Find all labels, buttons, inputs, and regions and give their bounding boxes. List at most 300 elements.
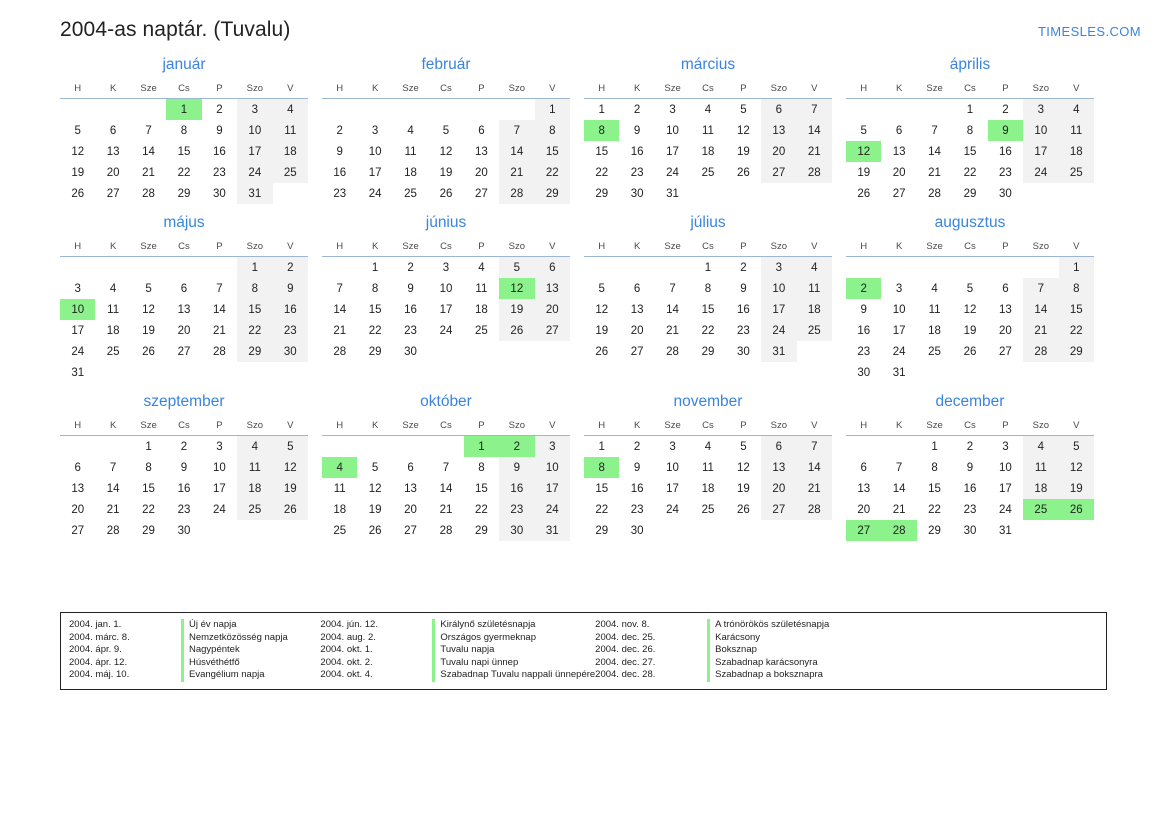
day-cell[interactable]: 17 [666,482,679,495]
day-cell[interactable]: 24 [1023,162,1058,183]
day-cell[interactable]: 5 [371,461,379,474]
day-cell[interactable]: 27 [761,162,796,183]
day-cell[interactable]: 29 [475,524,488,537]
day-cell[interactable]: 21 [439,503,453,516]
day-cell[interactable]: 25 [1059,162,1094,183]
day-cell[interactable]: 24 [999,503,1012,516]
day-cell[interactable]: 8 [371,282,379,295]
day-cell[interactable]: 11 [404,145,417,158]
day-cell[interactable]: 25 [237,499,272,520]
day-cell[interactable]: 29 [963,187,977,200]
day-cell[interactable]: 30 [213,187,226,200]
day-cell[interactable]: 21 [892,503,906,516]
day-cell[interactable]: 15 [595,482,609,495]
day-cell[interactable]: 30 [177,524,191,537]
day-cell[interactable]: 16 [737,303,750,316]
day-cell[interactable]: 25 [797,320,832,341]
day-cell[interactable]: 3 [442,261,450,274]
day-cell[interactable]: 10 [213,461,226,474]
day-cell[interactable]: 18 [273,141,308,162]
day-cell[interactable]: 12 [737,461,750,474]
day-cell[interactable]: 30 [737,345,750,358]
day-cell[interactable]: 24 [666,503,679,516]
day-cell[interactable]: 3 [237,99,272,121]
day-cell[interactable]: 17 [761,299,796,320]
day-cell[interactable]: 21 [499,162,534,183]
day-cell[interactable]: 4 [1023,436,1058,458]
day-cell[interactable]: 7 [145,124,152,137]
day-cell[interactable]: 18 [237,478,272,499]
day-cell[interactable]: 14 [892,482,906,495]
day-cell[interactable]: 1 [145,440,152,453]
day-cell[interactable]: 13 [999,303,1012,316]
day-cell[interactable]: 19 [595,324,609,337]
day-cell[interactable]: 27 [999,345,1012,358]
day-cell[interactable]: 7 [216,282,223,295]
day-cell[interactable]: 11 [107,303,120,316]
day-cell[interactable]: 23 [404,324,417,337]
day-cell[interactable]: 20 [404,503,417,516]
day-cell-holiday[interactable]: 4 [322,457,357,478]
day-cell[interactable]: 29 [595,524,609,537]
day-cell[interactable]: 29 [535,183,570,204]
day-cell[interactable]: 26 [368,524,382,537]
day-cell[interactable]: 10 [666,124,679,137]
day-cell[interactable]: 8 [1059,278,1094,299]
day-cell[interactable]: 7 [336,282,343,295]
day-cell[interactable]: 3 [535,436,570,458]
day-cell[interactable]: 13 [892,145,906,158]
day-cell[interactable]: 16 [333,166,347,179]
day-cell[interactable]: 18 [701,145,715,158]
day-cell[interactable]: 1 [1059,257,1094,279]
day-cell[interactable]: 13 [761,120,796,141]
day-cell-holiday[interactable]: 27 [846,520,881,541]
day-cell[interactable]: 20 [999,324,1012,337]
day-cell[interactable]: 15 [595,145,609,158]
day-cell[interactable]: 10 [535,457,570,478]
day-cell[interactable]: 26 [499,320,534,341]
day-cell[interactable]: 31 [71,366,85,379]
day-cell[interactable]: 4 [931,282,938,295]
day-cell[interactable]: 22 [595,503,609,516]
day-cell[interactable]: 8 [931,461,938,474]
day-cell[interactable]: 16 [963,482,977,495]
day-cell[interactable]: 28 [928,187,941,200]
day-cell[interactable]: 5 [442,124,450,137]
day-cell[interactable]: 13 [535,278,570,299]
day-cell[interactable]: 30 [630,187,644,200]
day-cell[interactable]: 5 [499,257,534,279]
day-cell[interactable]: 2 [336,124,343,137]
day-cell[interactable]: 15 [475,482,488,495]
day-cell[interactable]: 9 [633,124,641,137]
day-cell-holiday[interactable]: 10 [60,299,95,320]
day-cell-holiday[interactable]: 2 [846,278,881,299]
day-cell-holiday[interactable]: 26 [1059,499,1094,520]
day-cell[interactable]: 6 [633,282,641,295]
day-cell[interactable]: 11 [333,482,346,495]
day-cell[interactable]: 19 [499,299,534,320]
day-cell-holiday[interactable]: 8 [584,457,619,478]
day-cell[interactable]: 24 [761,320,796,341]
day-cell[interactable]: 27 [177,345,191,358]
day-cell[interactable]: 15 [368,303,382,316]
day-cell[interactable]: 13 [857,482,871,495]
day-cell[interactable]: 2 [633,103,641,116]
day-cell[interactable]: 21 [1023,320,1058,341]
day-cell[interactable]: 7 [797,99,832,121]
day-cell[interactable]: 26 [963,345,977,358]
day-cell[interactable]: 9 [966,461,974,474]
day-cell[interactable]: 20 [177,324,191,337]
day-cell[interactable]: 19 [439,166,453,179]
day-cell[interactable]: 30 [630,524,644,537]
day-cell[interactable]: 6 [109,124,117,137]
day-cell[interactable]: 2 [633,440,641,453]
day-cell[interactable]: 6 [1002,282,1009,295]
day-cell[interactable]: 16 [177,482,191,495]
day-cell[interactable]: 10 [368,145,382,158]
day-cell[interactable]: 4 [273,99,308,121]
day-cell[interactable]: 14 [797,120,832,141]
day-cell[interactable]: 26 [857,187,871,200]
day-cell[interactable]: 7 [931,124,938,137]
day-cell[interactable]: 14 [142,145,155,158]
day-cell[interactable]: 17 [368,166,382,179]
day-cell[interactable]: 4 [237,436,272,458]
day-cell[interactable]: 8 [966,124,974,137]
day-cell[interactable]: 4 [109,282,117,295]
day-cell[interactable]: 30 [273,341,308,362]
day-cell[interactable]: 16 [213,145,226,158]
day-cell[interactable]: 13 [761,457,796,478]
day-cell[interactable]: 1 [598,103,605,116]
day-cell[interactable]: 18 [404,166,417,179]
day-cell[interactable]: 24 [535,499,570,520]
day-cell[interactable]: 18 [928,324,941,337]
day-cell[interactable]: 27 [535,320,570,341]
day-cell[interactable]: 26 [71,187,85,200]
day-cell[interactable]: 10 [892,303,906,316]
day-cell[interactable]: 29 [237,341,272,362]
day-cell[interactable]: 29 [595,187,609,200]
day-cell[interactable]: 4 [1059,99,1094,121]
day-cell-holiday[interactable]: 9 [988,120,1023,141]
day-cell[interactable]: 14 [333,303,347,316]
day-cell[interactable]: 3 [669,440,676,453]
day-cell[interactable]: 11 [475,282,488,295]
day-cell[interactable]: 21 [333,324,347,337]
day-cell[interactable]: 15 [701,303,715,316]
day-cell[interactable]: 25 [273,162,308,183]
day-cell[interactable]: 1 [237,257,272,279]
day-cell[interactable]: 9 [407,282,414,295]
day-cell[interactable]: 16 [630,482,644,495]
day-cell[interactable]: 12 [273,457,308,478]
day-cell[interactable]: 28 [666,345,679,358]
day-cell[interactable]: 9 [499,457,534,478]
day-cell[interactable]: 31 [237,183,272,204]
day-cell[interactable]: 11 [702,124,714,137]
day-cell[interactable]: 15 [928,482,941,495]
day-cell[interactable]: 28 [797,499,832,520]
day-cell[interactable]: 29 [1059,341,1094,362]
day-cell[interactable]: 28 [333,345,347,358]
day-cell[interactable]: 15 [142,482,155,495]
day-cell[interactable]: 23 [630,166,644,179]
day-cell[interactable]: 13 [106,145,120,158]
day-cell[interactable]: 9 [740,282,747,295]
day-cell[interactable]: 26 [737,503,750,516]
day-cell[interactable]: 1 [598,440,605,453]
day-cell[interactable]: 12 [439,145,453,158]
day-cell[interactable]: 23 [963,503,977,516]
day-cell[interactable]: 12 [737,124,750,137]
day-cell[interactable]: 29 [368,345,382,358]
day-cell[interactable]: 4 [478,261,485,274]
day-cell[interactable]: 12 [142,303,155,316]
day-cell[interactable]: 14 [499,141,534,162]
day-cell-holiday[interactable]: 12 [499,278,534,299]
day-cell[interactable]: 7 [797,436,832,458]
day-cell[interactable]: 25 [701,503,715,516]
day-cell[interactable]: 3 [1002,440,1009,453]
day-cell[interactable]: 27 [761,499,796,520]
day-cell[interactable]: 21 [928,166,941,179]
day-cell[interactable]: 2 [407,261,414,274]
day-cell[interactable]: 1 [966,103,974,116]
day-cell[interactable]: 17 [666,145,679,158]
day-cell[interactable]: 19 [71,166,85,179]
day-cell[interactable]: 6 [180,282,188,295]
day-cell[interactable]: 28 [213,345,226,358]
day-cell[interactable]: 9 [216,124,223,137]
day-cell[interactable]: 6 [895,124,903,137]
day-cell[interactable]: 27 [892,187,906,200]
day-cell[interactable]: 17 [237,141,272,162]
day-cell[interactable]: 4 [704,103,712,116]
day-cell[interactable]: 5 [740,440,747,453]
day-cell[interactable]: 22 [928,503,941,516]
day-cell[interactable]: 14 [928,145,941,158]
day-cell[interactable]: 2 [740,261,747,274]
day-cell[interactable]: 14 [106,482,120,495]
day-cell[interactable]: 24 [71,345,85,358]
day-cell[interactable]: 10 [999,461,1012,474]
day-cell[interactable]: 5 [145,282,152,295]
day-cell[interactable]: 19 [142,324,155,337]
day-cell[interactable]: 25 [404,187,417,200]
day-cell[interactable]: 26 [595,345,609,358]
day-cell[interactable]: 15 [963,145,977,158]
day-cell[interactable]: 4 [704,440,712,453]
day-cell[interactable]: 5 [740,103,747,116]
day-cell[interactable]: 28 [106,524,120,537]
day-cell[interactable]: 21 [797,141,832,162]
day-cell[interactable]: 19 [737,145,750,158]
day-cell[interactable]: 20 [475,166,488,179]
day-cell[interactable]: 22 [177,166,191,179]
day-cell[interactable]: 23 [499,499,534,520]
day-cell[interactable]: 18 [333,503,347,516]
day-cell[interactable]: 6 [407,461,414,474]
day-cell[interactable]: 12 [368,482,382,495]
day-cell[interactable]: 20 [892,166,906,179]
day-cell[interactable]: 28 [142,187,155,200]
day-cell[interactable]: 1 [535,99,570,121]
day-cell[interactable]: 10 [761,278,796,299]
day-cell[interactable]: 23 [333,187,347,200]
day-cell[interactable]: 1 [704,261,712,274]
day-cell[interactable]: 22 [475,503,488,516]
day-cell[interactable]: 26 [439,187,453,200]
day-cell[interactable]: 23 [857,345,871,358]
day-cell[interactable]: 14 [1023,299,1058,320]
day-cell[interactable]: 19 [1059,478,1094,499]
day-cell[interactable]: 3 [74,282,81,295]
day-cell[interactable]: 22 [1059,320,1094,341]
day-cell-holiday[interactable]: 1 [464,436,499,458]
day-cell[interactable]: 25 [475,324,488,337]
day-cell[interactable]: 2 [216,103,223,116]
day-cell[interactable]: 25 [928,345,941,358]
day-cell[interactable]: 31 [535,520,570,541]
day-cell[interactable]: 3 [669,103,676,116]
day-cell[interactable]: 21 [666,324,679,337]
day-cell[interactable]: 5 [1059,436,1094,458]
day-cell[interactable]: 15 [1059,299,1094,320]
day-cell[interactable]: 18 [106,324,120,337]
day-cell[interactable]: 19 [857,166,871,179]
day-cell-holiday[interactable]: 8 [584,120,619,141]
day-cell[interactable]: 20 [630,324,644,337]
day-cell[interactable]: 10 [439,282,453,295]
day-cell[interactable]: 27 [630,345,644,358]
day-cell[interactable]: 20 [761,141,796,162]
day-cell[interactable]: 15 [177,145,191,158]
day-cell[interactable]: 9 [336,145,343,158]
day-cell[interactable]: 16 [273,299,308,320]
day-cell[interactable]: 24 [368,187,382,200]
day-cell[interactable]: 14 [797,457,832,478]
day-cell[interactable]: 24 [237,162,272,183]
day-cell[interactable]: 17 [71,324,85,337]
day-cell[interactable]: 22 [595,166,609,179]
day-cell[interactable]: 25 [333,524,347,537]
day-cell[interactable]: 7 [1023,278,1058,299]
day-cell[interactable]: 24 [439,324,453,337]
day-cell[interactable]: 6 [761,436,796,458]
day-cell[interactable]: 10 [1023,120,1058,141]
day-cell[interactable]: 18 [475,303,488,316]
day-cell[interactable]: 5 [273,436,308,458]
day-cell[interactable]: 1 [931,440,938,453]
day-cell[interactable]: 16 [499,478,534,499]
day-cell[interactable]: 14 [439,482,453,495]
day-cell[interactable]: 6 [761,99,796,121]
day-cell[interactable]: 23 [273,320,308,341]
day-cell[interactable]: 30 [963,524,977,537]
day-cell[interactable]: 2 [273,257,308,279]
day-cell[interactable]: 16 [404,303,417,316]
day-cell[interactable]: 18 [1059,141,1094,162]
day-cell[interactable]: 22 [535,162,570,183]
day-cell[interactable]: 30 [857,366,871,379]
day-cell[interactable]: 26 [142,345,155,358]
day-cell[interactable]: 29 [701,345,715,358]
day-cell[interactable]: 23 [737,324,750,337]
day-cell[interactable]: 3 [216,440,223,453]
day-cell[interactable]: 8 [478,461,485,474]
day-cell[interactable]: 17 [535,478,570,499]
day-cell[interactable]: 25 [106,345,120,358]
day-cell[interactable]: 24 [666,166,679,179]
day-cell[interactable]: 15 [237,299,272,320]
day-cell[interactable]: 23 [999,166,1012,179]
day-cell[interactable]: 3 [761,257,796,279]
day-cell[interactable]: 13 [404,482,417,495]
day-cell[interactable]: 5 [74,124,81,137]
day-cell[interactable]: 28 [1023,341,1058,362]
day-cell[interactable]: 8 [145,461,152,474]
day-cell[interactable]: 14 [666,303,679,316]
day-cell[interactable]: 18 [797,299,832,320]
day-cell[interactable]: 17 [999,482,1012,495]
day-cell[interactable]: 13 [71,482,85,495]
day-cell[interactable]: 22 [701,324,715,337]
day-cell[interactable]: 26 [273,499,308,520]
day-cell[interactable]: 18 [1023,478,1058,499]
day-cell-holiday[interactable]: 2 [499,436,534,458]
day-cell[interactable]: 7 [895,461,903,474]
day-cell[interactable]: 13 [630,303,644,316]
day-cell[interactable]: 8 [704,282,712,295]
day-cell[interactable]: 19 [737,482,750,495]
day-cell[interactable]: 27 [106,187,120,200]
day-cell[interactable]: 7 [109,461,117,474]
day-cell[interactable]: 5 [598,282,605,295]
day-cell[interactable]: 9 [860,303,867,316]
day-cell[interactable]: 20 [106,166,120,179]
day-cell[interactable]: 11 [273,120,308,141]
site-brand-link[interactable]: TIMESLES.COM [1037,24,1141,39]
day-cell[interactable]: 12 [963,303,977,316]
day-cell[interactable]: 21 [106,503,120,516]
day-cell[interactable]: 3 [895,282,903,295]
day-cell[interactable]: 27 [404,524,417,537]
day-cell[interactable]: 30 [999,187,1012,200]
day-cell[interactable]: 8 [237,278,272,299]
day-cell[interactable]: 28 [797,162,832,183]
day-cell[interactable]: 6 [74,461,81,474]
day-cell[interactable]: 22 [142,503,155,516]
day-cell[interactable]: 21 [142,166,155,179]
day-cell[interactable]: 11 [928,303,941,316]
day-cell[interactable]: 6 [535,257,570,279]
day-cell[interactable]: 5 [966,282,974,295]
day-cell[interactable]: 19 [273,478,308,499]
day-cell[interactable]: 17 [892,324,906,337]
day-cell[interactable]: 16 [999,145,1012,158]
day-cell[interactable]: 23 [630,503,644,516]
day-cell[interactable]: 5 [860,124,867,137]
day-cell[interactable]: 30 [404,345,417,358]
day-cell[interactable]: 20 [857,503,871,516]
day-cell[interactable]: 24 [213,503,226,516]
day-cell[interactable]: 7 [442,461,450,474]
day-cell-holiday[interactable]: 25 [1023,499,1058,520]
